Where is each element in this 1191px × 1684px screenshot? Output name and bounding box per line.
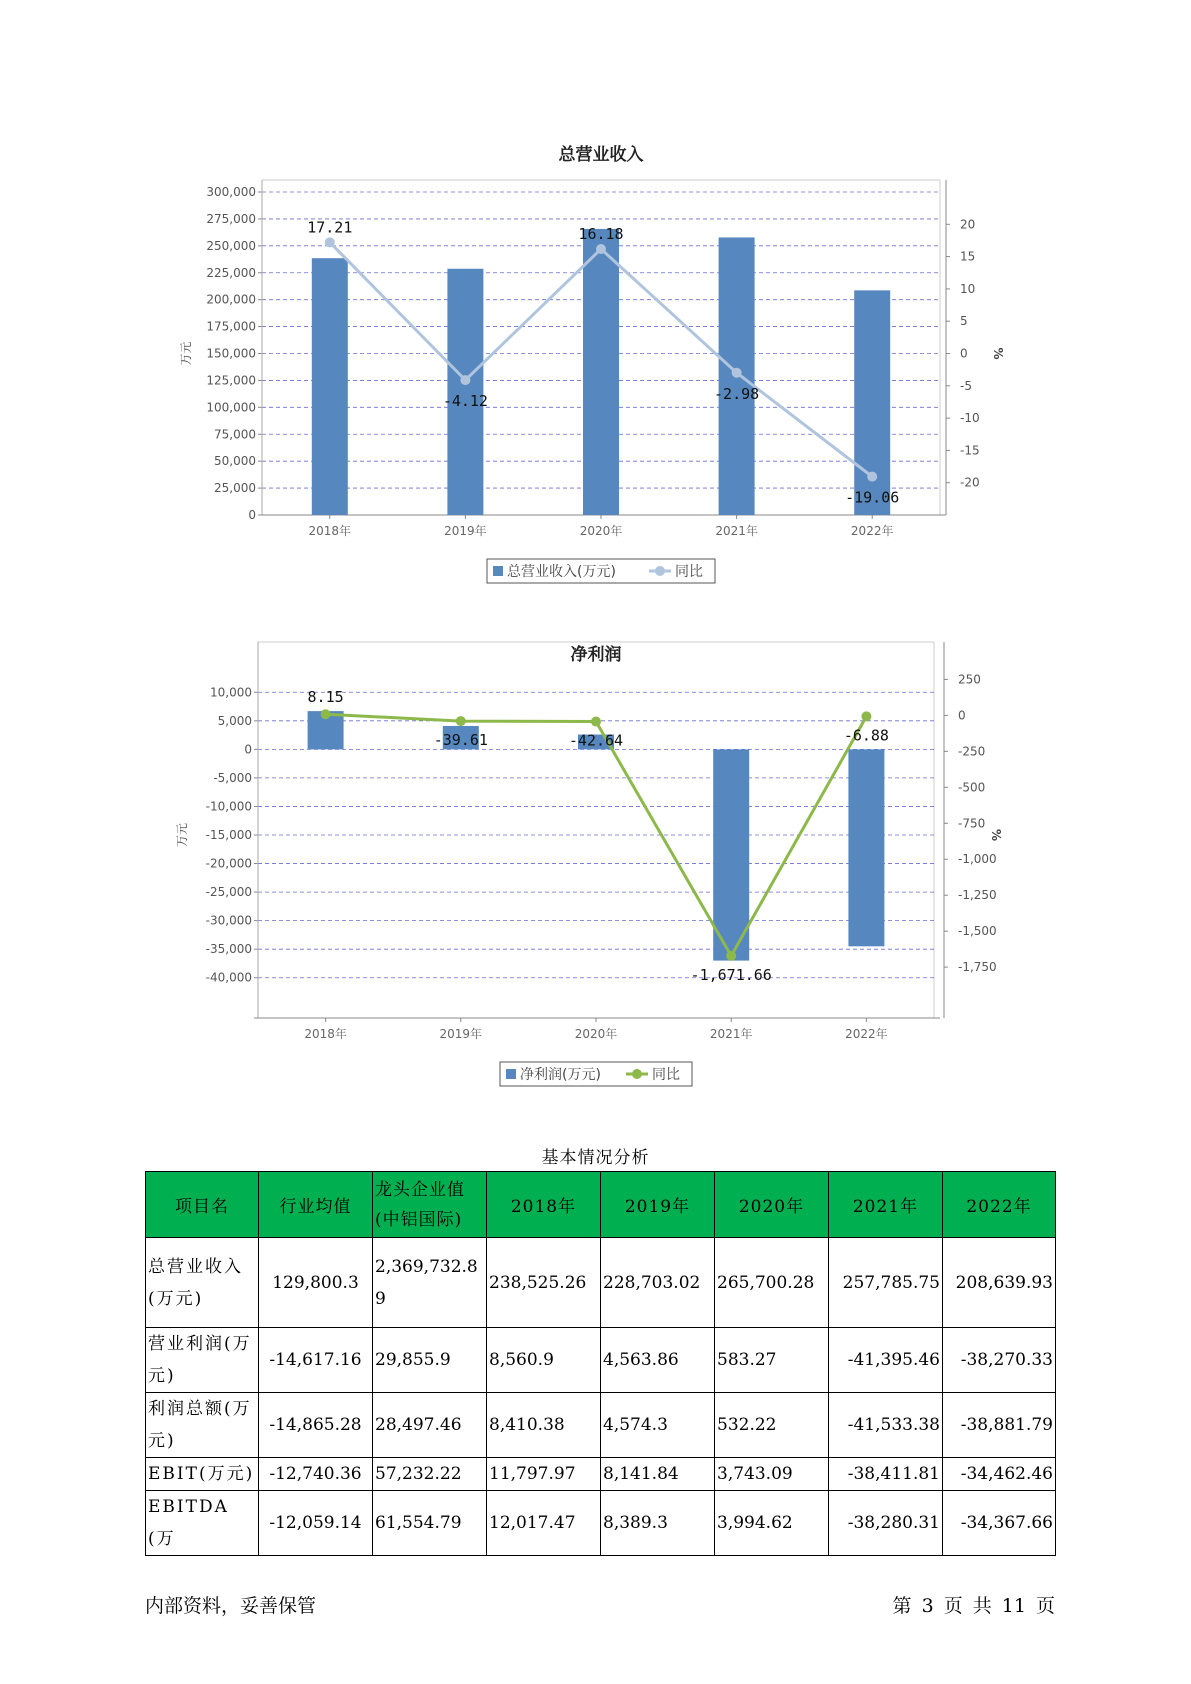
value-cell: -14,617.16 — [259, 1328, 373, 1393]
value-cell: -38,881.79 — [943, 1393, 1056, 1458]
x-tick-label: 2019年 — [439, 1027, 483, 1041]
legend-bar-label: 净利润(万元) — [520, 1067, 601, 1083]
table-row — [146, 1491, 1056, 1556]
y-tick-label: 125,000 — [206, 373, 256, 388]
bar — [713, 749, 749, 960]
value-cell: 532.22 — [715, 1393, 829, 1458]
value-cell: 8,410.38 — [487, 1393, 601, 1458]
yoy-point — [867, 472, 877, 482]
yoy-point — [591, 717, 601, 727]
value-cell: 2,369,732.89 — [373, 1238, 487, 1328]
value-cell: -34,367.66 — [943, 1491, 1056, 1556]
y2-tick-label: 5 — [960, 314, 968, 329]
revenue-chart — [0, 130, 1191, 600]
value-cell: 583.27 — [715, 1328, 829, 1393]
value-cell: -38,270.33 — [943, 1328, 1056, 1393]
bar — [312, 258, 348, 515]
y-tick-label: 5,000 — [217, 713, 252, 728]
data-label: 8.15 — [307, 688, 344, 707]
net-profit-chart — [0, 630, 1191, 1100]
y-tick-label: 300,000 — [206, 185, 256, 199]
value-cell: 8,141.84 — [601, 1458, 715, 1491]
value-cell: 8,389.3 — [601, 1491, 715, 1556]
value-cell: 257,785.75 — [829, 1238, 943, 1328]
y2-tick-label: 20 — [960, 217, 976, 232]
y-tick-label: 10,000 — [210, 685, 252, 700]
value-cell: 8,560.9 — [487, 1328, 601, 1393]
legend-bar-swatch — [493, 566, 503, 576]
value-cell: 238,525.26 — [487, 1238, 601, 1328]
legend-line-marker — [655, 566, 665, 576]
y-tick-label: -35,000 — [205, 942, 252, 957]
value-cell: 61,554.79 — [373, 1491, 487, 1556]
y2-tick-label: 0 — [960, 346, 968, 361]
value-cell: -12,740.36 — [259, 1458, 373, 1491]
data-label: -2.98 — [714, 384, 760, 403]
chart-title: 总营业收入 — [558, 145, 644, 165]
y2-tick-label: 250 — [958, 672, 981, 687]
data-label: 16.18 — [578, 224, 624, 243]
y-tick-label: -10,000 — [205, 799, 252, 814]
header-2021: 2021年 — [829, 1172, 943, 1238]
value-cell: -38,411.81 — [829, 1458, 943, 1491]
header-2022: 2022年 — [943, 1172, 1056, 1238]
value-cell: 3,994.62 — [715, 1491, 829, 1556]
y-tick-label: 175,000 — [206, 319, 256, 334]
x-tick-label: 2020年 — [574, 1027, 618, 1041]
y-tick-label: 75,000 — [214, 427, 256, 442]
y-tick-label: 200,000 — [206, 292, 256, 307]
header-2019: 2019年 — [601, 1172, 715, 1238]
plot-frame — [258, 642, 934, 1018]
y2-tick-label: -500 — [958, 780, 986, 795]
y-axis-label: 万元 — [179, 341, 193, 366]
value-cell: -41,533.38 — [829, 1393, 943, 1458]
row-name-cell: 总营业收入(万元) — [146, 1238, 259, 1328]
row-name-cell: EBITDA(万 — [146, 1491, 259, 1556]
y2-tick-label: -1,500 — [958, 924, 997, 939]
y-tick-label: -20,000 — [205, 856, 252, 871]
row-name-cell: 利润总额(万元) — [146, 1393, 259, 1458]
y2-tick-label: -250 — [958, 744, 986, 759]
y-tick-label: 50,000 — [214, 454, 256, 469]
yoy-point — [596, 244, 606, 254]
table-row — [146, 1238, 1056, 1328]
y-axis-label: 万元 — [175, 822, 189, 848]
legend-line-label: 同比 — [675, 564, 703, 580]
y-tick-label: -5,000 — [213, 770, 252, 785]
bar — [583, 229, 619, 515]
y-tick-label: 0 — [244, 742, 252, 757]
basic-analysis-table — [145, 1171, 1056, 1556]
data-label: -39.61 — [433, 731, 488, 750]
value-cell: -41,395.46 — [829, 1328, 943, 1393]
value-cell: 3,743.09 — [715, 1458, 829, 1491]
data-label: -19.06 — [845, 488, 900, 507]
y2-tick-label: -10 — [960, 411, 980, 426]
y2-tick-label: 10 — [960, 281, 976, 296]
value-cell: 29,855.9 — [373, 1328, 487, 1393]
legend-line-marker — [632, 1069, 642, 1079]
yoy-point — [321, 709, 331, 719]
y-tick-label: 150,000 — [206, 346, 256, 361]
x-tick-label: 2018年 — [304, 1027, 347, 1041]
data-label: -42.64 — [568, 731, 624, 750]
yoy-point — [861, 711, 871, 721]
value-cell: 265,700.28 — [715, 1238, 829, 1328]
y-tick-label: -15,000 — [205, 828, 252, 842]
row-name-cell: 营业利润(万元) — [146, 1328, 259, 1393]
page-number: 第 3 页 共 11 页 — [892, 1595, 1055, 1617]
value-cell: 4,574.3 — [601, 1393, 715, 1458]
x-tick-label: 2019年 — [444, 524, 487, 538]
y2-axis-label: % — [991, 347, 1005, 360]
yoy-point — [726, 951, 736, 961]
yoy-point — [460, 375, 470, 385]
table-row — [146, 1393, 1056, 1458]
y2-tick-label: -15 — [960, 443, 980, 458]
header-2020: 2020年 — [715, 1172, 829, 1238]
value-cell: 228,703.02 — [601, 1238, 715, 1328]
header-2018: 2018年 — [487, 1172, 601, 1238]
data-label: -6.88 — [843, 726, 889, 745]
x-tick-label: 2020年 — [579, 524, 623, 538]
y2-tick-label: -5 — [960, 378, 972, 393]
header-industry-average: 行业均值 — [259, 1172, 373, 1238]
value-cell: 28,497.46 — [373, 1393, 487, 1458]
y2-tick-label: -1,750 — [958, 960, 997, 975]
y2-tick-label: -1,250 — [958, 888, 997, 903]
header-item-name: 项目名 — [146, 1172, 259, 1238]
yoy-point — [325, 237, 335, 247]
x-tick-label: 2022年 — [845, 1027, 888, 1041]
header-leading-company: 龙头企业值(中铝国际) — [373, 1172, 487, 1238]
y-tick-label: 250,000 — [206, 238, 256, 253]
row-name-cell: EBIT(万元) — [146, 1458, 259, 1491]
value-cell: 57,232.22 — [373, 1458, 487, 1491]
y2-tick-label: 0 — [958, 708, 966, 723]
data-label: -4.12 — [442, 392, 488, 411]
table-caption: 基本情况分析 — [541, 1148, 650, 1168]
yoy-point — [732, 368, 742, 378]
x-tick-label: 2018年 — [308, 524, 352, 538]
value-cell: 12,017.47 — [487, 1491, 601, 1556]
value-cell: 11,797.97 — [487, 1458, 601, 1491]
table-row — [146, 1328, 1056, 1393]
x-tick-label: 2021年 — [709, 1027, 753, 1041]
y-tick-label: 0 — [248, 508, 256, 522]
y2-tick-label: -750 — [958, 816, 986, 831]
value-cell: -12,059.14 — [259, 1491, 373, 1556]
y2-tick-label: -1,000 — [958, 852, 997, 867]
y-tick-label: 100,000 — [206, 400, 256, 415]
data-label: 17.21 — [307, 218, 353, 237]
y-tick-label: -25,000 — [205, 885, 252, 900]
value-cell: -34,462.46 — [943, 1458, 1056, 1491]
y2-tick-label: 15 — [960, 249, 976, 264]
value-cell: 208,639.93 — [943, 1238, 1056, 1328]
y-tick-label: 275,000 — [206, 211, 256, 226]
yoy-point — [456, 716, 466, 726]
y2-tick-label: -20 — [960, 475, 980, 490]
y-tick-label: -30,000 — [205, 913, 252, 928]
y2-axis-label: % — [989, 828, 1003, 842]
legend-bar-swatch — [506, 1069, 516, 1079]
legend-line-label: 同比 — [652, 1067, 680, 1083]
legend-bar-label: 总营业收入(万元) — [507, 564, 616, 580]
bar — [848, 749, 884, 946]
value-cell: -38,280.31 — [829, 1491, 943, 1556]
x-tick-label: 2021年 — [715, 524, 758, 538]
footer-confidential-note: 内部资料，妥善保管 — [145, 1595, 317, 1617]
value-cell: -14,865.28 — [259, 1393, 373, 1458]
value-cell: 4,563.86 — [601, 1328, 715, 1393]
chart-title: 净利润 — [570, 645, 622, 665]
y-tick-label: -40,000 — [205, 970, 252, 985]
y-tick-label: 225,000 — [206, 265, 256, 280]
x-tick-label: 2022年 — [850, 524, 894, 538]
table-row — [146, 1458, 1056, 1491]
table-header-row — [146, 1172, 1056, 1238]
y-tick-label: 25,000 — [214, 481, 256, 496]
value-cell: 129,800.3 — [259, 1238, 373, 1328]
data-label: -1,671.66 — [690, 965, 772, 984]
